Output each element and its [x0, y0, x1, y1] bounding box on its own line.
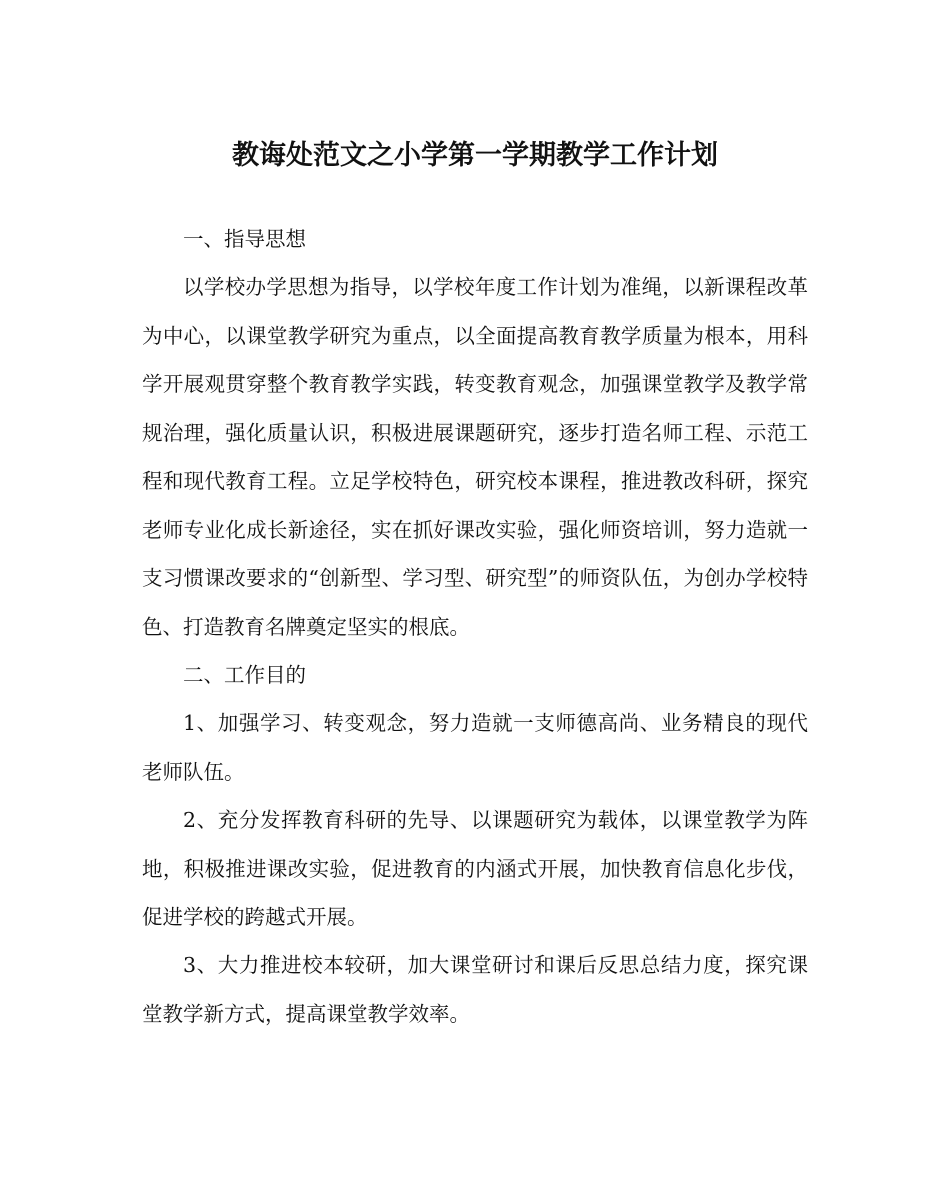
paragraph-goal-3: 3、大力推进校本较研，加大课堂研讨和课后反思总结力度，探究课堂教学新方式，提高课堂教学效率。: [142, 953, 808, 1026]
section-heading-guiding-ideology: 一、指导思想: [183, 227, 306, 251]
paragraph-goal-1: 1、加强学习、转变观念，努力造就一支师德高尚、业务精良的现代老师队伍。: [142, 711, 808, 784]
paragraph-goal-2: 2、充分发挥教育科研的先导、以课题研究为载体，以课堂教学为阵地，积极推进课改实验，促进教育的内涵式开展，加快教育信息化步伐，促进学校的跨越式开展。: [142, 808, 808, 929]
paragraph-guiding-ideology: 以学校办学思想为指导，以学校年度工作计划为准绳，以新课程改革为中心，以课堂教学研究为重点，以全面提高教育教学质量为根本，用科学开展观贯穿整个教育教学实践，转变教育观念，加强课堂教学及教学常规治理，强化质量认识，积极进展课题研究，逐步打造名师工程、示范工程和现代教育工程。立足学校特色，研究校本课程，推进教改科研，探究老师专业化成长新途径，实在抓好课改实验，强化师资培训，努力造就一支习惯课改要求的“创新型、学习型、研究型”的师资队伍，为创办学校特色、打造教育名牌奠定坚实的根底。: [142, 275, 808, 639]
document-title: 教诲处范文之小学第一学期教学工作计划: [232, 140, 718, 171]
section-heading-work-goals: 二、工作目的: [183, 663, 306, 687]
